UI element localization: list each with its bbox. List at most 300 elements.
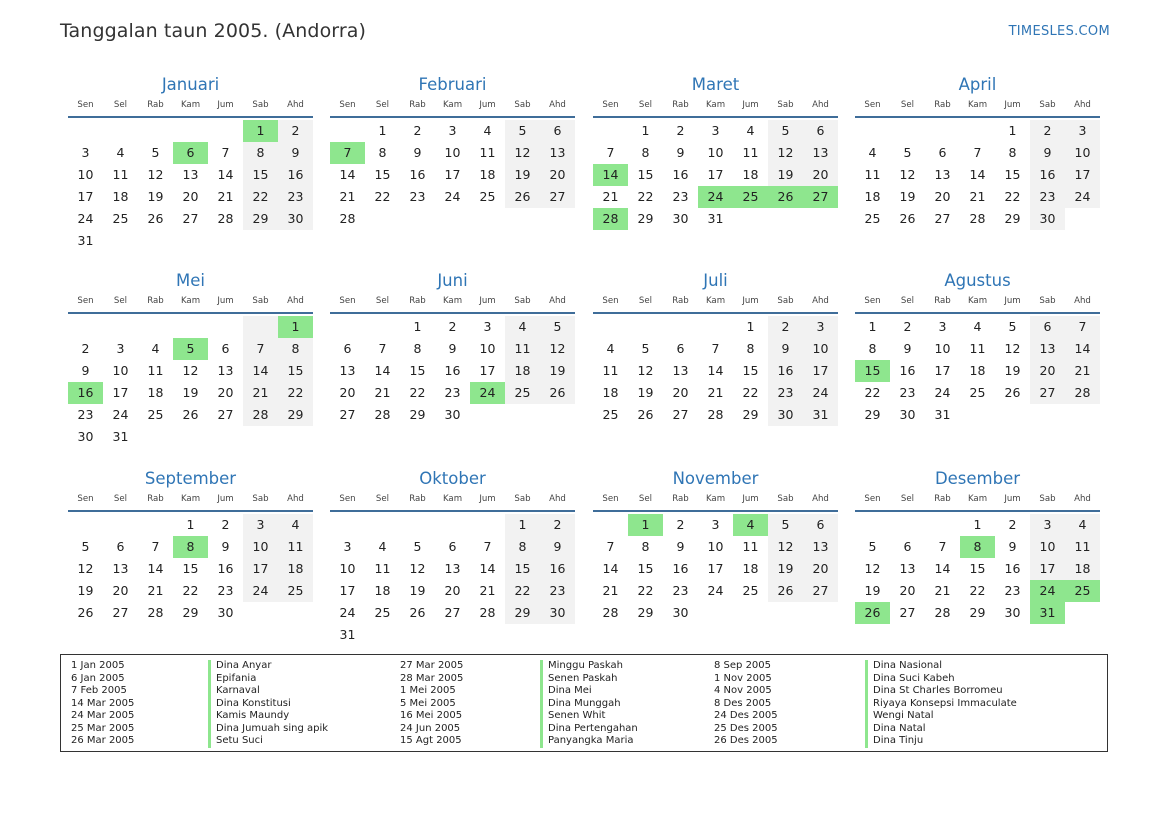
day-cell: 18 bbox=[1065, 558, 1100, 580]
day-cell: 25 bbox=[969, 385, 986, 400]
weekday-label: Kam bbox=[442, 100, 463, 110]
day-cell: 24 bbox=[707, 583, 724, 598]
holiday-entry: Senen Whit bbox=[548, 710, 606, 721]
empty-cell bbox=[68, 316, 103, 338]
month-maret bbox=[593, 75, 838, 230]
day-cell: 29 bbox=[637, 605, 654, 620]
day-cell: 30 bbox=[444, 407, 461, 422]
day-cell: 3 bbox=[938, 319, 947, 334]
day-cell: 20 bbox=[899, 583, 916, 598]
day-cell: 22 bbox=[278, 382, 313, 404]
month-title: Januari bbox=[161, 75, 220, 94]
day-grid bbox=[68, 512, 313, 624]
day-cell: 2 bbox=[540, 514, 575, 536]
empty-cell bbox=[995, 404, 1030, 426]
day-cell: 10 bbox=[1065, 142, 1100, 164]
day-cell: 20 bbox=[339, 385, 356, 400]
day-cell: 29 bbox=[637, 211, 654, 226]
day-cell: 7 bbox=[378, 341, 387, 356]
empty-cell bbox=[1065, 602, 1100, 624]
day-cell: 26 bbox=[505, 186, 540, 208]
day-cell: 20 bbox=[803, 164, 838, 186]
day-cell: 18 bbox=[112, 189, 129, 204]
day-cell: 5 bbox=[868, 539, 877, 554]
day-cell: 22 bbox=[969, 583, 986, 598]
day-cell: 19 bbox=[768, 558, 803, 580]
empty-cell bbox=[925, 120, 960, 142]
weekday-header bbox=[68, 491, 313, 512]
day-grid bbox=[68, 118, 313, 252]
holiday-entry: 1 Jan 2005 bbox=[71, 660, 125, 671]
holiday-entry: Wengi Natal bbox=[873, 710, 934, 721]
day-cell: 16 bbox=[768, 360, 803, 382]
day-cell: 13 bbox=[540, 142, 575, 164]
weekday-label: Sel bbox=[375, 494, 390, 504]
day-cell: 5 bbox=[81, 539, 90, 554]
month-title: September bbox=[144, 469, 237, 488]
day-cell: 2 bbox=[448, 319, 457, 334]
weekday-header bbox=[593, 491, 838, 512]
day-cell: 31 bbox=[112, 429, 129, 444]
day-cell: 25 bbox=[733, 186, 768, 208]
day-cell: 2 bbox=[676, 123, 685, 138]
weekday-header bbox=[330, 97, 575, 118]
day-cell: 19 bbox=[637, 385, 654, 400]
day-cell: 8 bbox=[746, 341, 755, 356]
empty-cell bbox=[768, 602, 803, 624]
holiday-entry: 15 Agt 2005 bbox=[400, 735, 462, 746]
day-cell: 4 bbox=[1065, 514, 1100, 536]
holiday-entry: Dina Tinju bbox=[873, 735, 924, 746]
day-cell: 12 bbox=[182, 363, 199, 378]
empty-cell bbox=[243, 602, 278, 624]
empty-cell bbox=[243, 316, 278, 338]
day-cell: 12 bbox=[768, 536, 803, 558]
day-cell: 18 bbox=[147, 385, 164, 400]
day-cell: 10 bbox=[479, 341, 496, 356]
holiday-entry: 27 Mar 2005 bbox=[400, 660, 464, 671]
day-cell: 12 bbox=[768, 142, 803, 164]
day-cell: 4 bbox=[505, 316, 540, 338]
day-cell: 13 bbox=[444, 561, 461, 576]
day-cell: 8 bbox=[1008, 145, 1017, 160]
day-cell: 22 bbox=[409, 385, 426, 400]
weekday-label: Sab bbox=[1039, 494, 1056, 504]
holiday-entry: 28 Mar 2005 bbox=[400, 672, 464, 684]
day-cell: 15 bbox=[182, 561, 199, 576]
day-cell: 8 bbox=[868, 341, 877, 356]
month-title: Februari bbox=[418, 75, 487, 94]
day-cell: 24 bbox=[1030, 580, 1065, 602]
empty-cell bbox=[540, 404, 575, 426]
weekday-label: Kam bbox=[967, 100, 988, 110]
day-cell: 4 bbox=[733, 514, 768, 536]
day-cell: 20 bbox=[112, 583, 129, 598]
day-cell: 29 bbox=[182, 605, 199, 620]
empty-cell bbox=[768, 208, 803, 230]
day-cell: 15 bbox=[278, 360, 313, 382]
day-cell: 18 bbox=[374, 583, 391, 598]
day-cell: 12 bbox=[77, 561, 94, 576]
holiday-entry: 24 Mar 2005 bbox=[71, 710, 135, 721]
holiday-entry: 14 Mar 2005 bbox=[71, 697, 135, 709]
empty-cell bbox=[470, 514, 505, 536]
weekday-label: Rab bbox=[409, 494, 426, 504]
month-title: Maret bbox=[691, 75, 740, 94]
day-cell: 9 bbox=[540, 536, 575, 558]
day-cell: 8 bbox=[413, 341, 422, 356]
weekday-label: Kam bbox=[180, 100, 201, 110]
day-cell: 19 bbox=[147, 189, 164, 204]
holiday-entry: 24 Des 2005 bbox=[714, 710, 778, 721]
weekday-label: Kam bbox=[967, 296, 988, 306]
weekday-label: Jum bbox=[479, 100, 496, 110]
weekday-header bbox=[855, 491, 1100, 512]
day-cell: 8 bbox=[378, 145, 387, 160]
day-cell: 16 bbox=[278, 164, 313, 186]
day-cell: 27 bbox=[444, 605, 461, 620]
weekday-label: Sel bbox=[113, 100, 128, 110]
day-cell: 25 bbox=[1065, 580, 1100, 602]
day-cell: 6 bbox=[221, 341, 230, 356]
day-cell: 1 bbox=[378, 123, 387, 138]
weekday-label: Sen bbox=[864, 494, 881, 504]
day-cell: 12 bbox=[637, 363, 654, 378]
day-cell: 21 bbox=[707, 385, 724, 400]
day-cell: 4 bbox=[973, 319, 982, 334]
day-cell: 28 bbox=[934, 605, 951, 620]
day-cell: 26 bbox=[768, 186, 803, 208]
day-cell: 17 bbox=[707, 561, 724, 576]
day-cell: 4 bbox=[483, 123, 492, 138]
day-cell: 1 bbox=[628, 514, 663, 536]
day-cell: 20 bbox=[803, 558, 838, 580]
day-cell: 1 bbox=[868, 319, 877, 334]
day-cell: 5 bbox=[1008, 319, 1017, 334]
weekday-label: Ahd bbox=[1074, 296, 1091, 306]
day-cell: 17 bbox=[479, 363, 496, 378]
day-cell: 23 bbox=[1030, 186, 1065, 208]
day-cell: 25 bbox=[112, 211, 129, 226]
holiday-entry: Dina Konstitusi bbox=[216, 697, 291, 709]
day-cell: 28 bbox=[969, 211, 986, 226]
weekday-label: Sel bbox=[113, 296, 128, 306]
holiday-names-col-1 bbox=[208, 660, 328, 748]
weekday-label: Sab bbox=[1039, 296, 1056, 306]
holiday-entry: 1 Nov 2005 bbox=[714, 672, 772, 684]
day-cell: 13 bbox=[217, 363, 234, 378]
day-cell: 30 bbox=[899, 407, 916, 422]
day-cell: 16 bbox=[672, 561, 689, 576]
site-link[interactable]: TIMESLES.COM bbox=[1008, 24, 1110, 39]
day-cell: 31 bbox=[803, 404, 838, 426]
empty-cell bbox=[505, 624, 540, 646]
day-cell: 4 bbox=[378, 539, 387, 554]
empty-cell bbox=[803, 208, 838, 230]
day-cell: 24 bbox=[803, 382, 838, 404]
day-cell: 26 bbox=[540, 382, 575, 404]
day-cell: 7 bbox=[151, 539, 160, 554]
day-cell: 31 bbox=[1030, 602, 1065, 624]
day-cell: 16 bbox=[899, 363, 916, 378]
empty-cell bbox=[960, 404, 995, 426]
day-cell: 18 bbox=[602, 385, 619, 400]
day-cell: 16 bbox=[1030, 164, 1065, 186]
day-cell: 28 bbox=[1065, 382, 1100, 404]
holiday-list bbox=[60, 654, 1108, 752]
weekday-label: Rab bbox=[672, 494, 689, 504]
empty-cell bbox=[733, 208, 768, 230]
day-cell: 3 bbox=[448, 123, 457, 138]
day-cell: 16 bbox=[672, 167, 689, 182]
day-cell: 5 bbox=[173, 338, 208, 360]
day-cell: 2 bbox=[903, 319, 912, 334]
day-cell: 13 bbox=[1030, 338, 1065, 360]
empty-cell bbox=[628, 316, 663, 338]
empty-cell bbox=[278, 230, 313, 252]
day-cell: 21 bbox=[934, 583, 951, 598]
empty-cell bbox=[208, 230, 243, 252]
day-cell: 27 bbox=[1030, 382, 1065, 404]
empty-cell bbox=[138, 120, 173, 142]
day-cell: 27 bbox=[217, 407, 234, 422]
weekday-label: Sen bbox=[339, 494, 356, 504]
day-cell: 11 bbox=[864, 167, 881, 182]
day-cell: 26 bbox=[855, 602, 890, 624]
weekday-label: Rab bbox=[672, 296, 689, 306]
day-cell: 4 bbox=[116, 145, 125, 160]
day-cell: 11 bbox=[278, 536, 313, 558]
day-cell: 23 bbox=[409, 189, 426, 204]
holiday-entry: Dina Suci Kabeh bbox=[873, 672, 955, 684]
day-cell: 30 bbox=[672, 605, 689, 620]
day-cell: 19 bbox=[540, 360, 575, 382]
weekday-label: Sen bbox=[602, 494, 619, 504]
day-cell: 6 bbox=[676, 341, 685, 356]
day-cell: 19 bbox=[409, 583, 426, 598]
holiday-entry: Epifania bbox=[216, 672, 257, 684]
day-cell: 9 bbox=[1030, 142, 1065, 164]
day-cell: 20 bbox=[1030, 360, 1065, 382]
weekday-label: Sen bbox=[77, 100, 94, 110]
day-cell: 5 bbox=[413, 539, 422, 554]
holiday-entry: 5 Mei 2005 bbox=[400, 697, 456, 709]
day-cell: 20 bbox=[672, 385, 689, 400]
day-cell: 6 bbox=[803, 120, 838, 142]
day-cell: 14 bbox=[147, 561, 164, 576]
day-cell: 22 bbox=[374, 189, 391, 204]
holiday-entry: Karnaval bbox=[216, 685, 260, 696]
day-cell: 24 bbox=[112, 407, 129, 422]
holiday-dates-col-1 bbox=[71, 660, 134, 748]
month-mei bbox=[68, 271, 313, 448]
day-cell: 10 bbox=[934, 341, 951, 356]
day-cell: 13 bbox=[339, 363, 356, 378]
day-cell: 11 bbox=[112, 167, 129, 182]
empty-cell bbox=[208, 120, 243, 142]
month-title: Agustus bbox=[944, 271, 1011, 290]
empty-cell bbox=[365, 316, 400, 338]
day-cell: 24 bbox=[470, 382, 505, 404]
day-cell: 28 bbox=[479, 605, 496, 620]
day-cell: 7 bbox=[711, 341, 720, 356]
day-cell: 10 bbox=[112, 363, 129, 378]
day-cell: 25 bbox=[742, 583, 759, 598]
day-cell: 3 bbox=[243, 514, 278, 536]
day-cell: 12 bbox=[540, 338, 575, 360]
weekday-label: Ahd bbox=[1074, 100, 1091, 110]
holiday-dates-col-2 bbox=[400, 660, 463, 748]
day-cell: 29 bbox=[243, 208, 278, 230]
empty-cell bbox=[1065, 208, 1100, 230]
day-cell: 5 bbox=[768, 514, 803, 536]
day-cell: 25 bbox=[505, 382, 540, 404]
day-grid bbox=[855, 118, 1100, 230]
empty-cell bbox=[138, 230, 173, 252]
day-cell: 31 bbox=[77, 233, 94, 248]
weekday-label: Jum bbox=[479, 296, 496, 306]
weekday-label: Sab bbox=[252, 100, 269, 110]
holiday-entry: Dina Munggah bbox=[548, 697, 621, 709]
day-cell: 20 bbox=[444, 583, 461, 598]
day-cell: 7 bbox=[330, 142, 365, 164]
day-cell: 1 bbox=[413, 319, 422, 334]
day-cell: 14 bbox=[243, 360, 278, 382]
weekday-label: Kam bbox=[705, 494, 726, 504]
day-cell: 21 bbox=[602, 583, 619, 598]
day-cell: 26 bbox=[637, 407, 654, 422]
day-cell: 20 bbox=[182, 189, 199, 204]
holiday-entry: 26 Mar 2005 bbox=[71, 735, 135, 746]
empty-cell bbox=[243, 230, 278, 252]
holiday-entry: Senen Paskah bbox=[548, 672, 618, 684]
day-cell: 23 bbox=[278, 186, 313, 208]
day-cell: 14 bbox=[969, 167, 986, 182]
weekday-label: Jum bbox=[1004, 494, 1021, 504]
empty-cell bbox=[803, 602, 838, 624]
day-cell: 14 bbox=[593, 164, 628, 186]
day-cell: 6 bbox=[448, 539, 457, 554]
empty-cell bbox=[855, 120, 890, 142]
empty-cell bbox=[103, 120, 138, 142]
empty-cell bbox=[1065, 404, 1100, 426]
day-cell: 23 bbox=[768, 382, 803, 404]
empty-cell bbox=[435, 624, 470, 646]
day-cell: 13 bbox=[934, 167, 951, 182]
day-cell: 27 bbox=[803, 580, 838, 602]
day-cell: 19 bbox=[182, 385, 199, 400]
day-cell: 7 bbox=[483, 539, 492, 554]
day-cell: 10 bbox=[243, 536, 278, 558]
day-grid bbox=[593, 118, 838, 230]
day-cell: 22 bbox=[505, 580, 540, 602]
day-cell: 1 bbox=[505, 514, 540, 536]
weekday-label: Kam bbox=[705, 296, 726, 306]
day-cell: 2 bbox=[278, 120, 313, 142]
day-cell: 1 bbox=[278, 316, 313, 338]
empty-cell bbox=[103, 514, 138, 536]
weekday-label: Jum bbox=[742, 494, 759, 504]
month-desember bbox=[855, 469, 1100, 624]
day-cell: 28 bbox=[217, 211, 234, 226]
day-cell: 26 bbox=[147, 211, 164, 226]
day-cell: 6 bbox=[116, 539, 125, 554]
month-oktober bbox=[330, 469, 575, 646]
empty-cell bbox=[400, 624, 435, 646]
day-cell: 14 bbox=[374, 363, 391, 378]
day-grid bbox=[855, 314, 1100, 426]
holiday-entry: Kamis Maundy bbox=[216, 710, 290, 721]
weekday-label: Sab bbox=[777, 494, 794, 504]
day-cell: 15 bbox=[243, 164, 278, 186]
empty-cell bbox=[435, 208, 470, 230]
day-cell: 3 bbox=[116, 341, 125, 356]
empty-cell bbox=[173, 230, 208, 252]
day-cell: 2 bbox=[81, 341, 90, 356]
day-cell: 14 bbox=[1065, 338, 1100, 360]
day-cell: 29 bbox=[409, 407, 426, 422]
weekday-header bbox=[593, 97, 838, 118]
day-cell: 21 bbox=[374, 385, 391, 400]
day-cell: 19 bbox=[1004, 363, 1021, 378]
day-cell: 20 bbox=[540, 164, 575, 186]
day-cell: 3 bbox=[81, 145, 90, 160]
day-cell: 17 bbox=[803, 360, 838, 382]
day-cell: 30 bbox=[768, 404, 803, 426]
day-cell: 6 bbox=[173, 142, 208, 164]
weekday-label: Sel bbox=[375, 100, 390, 110]
day-cell: 15 bbox=[855, 360, 890, 382]
day-cell: 6 bbox=[343, 341, 352, 356]
day-cell: 13 bbox=[803, 142, 838, 164]
day-cell: 4 bbox=[151, 341, 160, 356]
day-cell: 24 bbox=[77, 211, 94, 226]
day-cell: 19 bbox=[768, 164, 803, 186]
day-cell: 2 bbox=[413, 123, 422, 138]
day-cell: 22 bbox=[243, 186, 278, 208]
weekday-label: Rab bbox=[147, 100, 164, 110]
weekday-label: Ahd bbox=[549, 296, 566, 306]
day-cell: 18 bbox=[969, 363, 986, 378]
empty-cell bbox=[330, 316, 365, 338]
day-cell: 27 bbox=[540, 186, 575, 208]
empty-cell bbox=[103, 230, 138, 252]
day-cell: 8 bbox=[641, 145, 650, 160]
day-cell: 21 bbox=[243, 382, 278, 404]
empty-cell bbox=[470, 404, 505, 426]
weekday-label: Sen bbox=[602, 100, 619, 110]
day-cell: 9 bbox=[903, 341, 912, 356]
day-cell: 11 bbox=[374, 561, 391, 576]
day-cell: 25 bbox=[602, 407, 619, 422]
weekday-label: Ahd bbox=[287, 296, 304, 306]
day-cell: 4 bbox=[278, 514, 313, 536]
day-cell: 15 bbox=[409, 363, 426, 378]
month-title: April bbox=[958, 75, 997, 94]
day-cell: 29 bbox=[864, 407, 881, 422]
day-cell: 28 bbox=[593, 208, 628, 230]
day-cell: 18 bbox=[479, 167, 496, 182]
day-cell: 12 bbox=[1004, 341, 1021, 356]
month-title: November bbox=[672, 469, 759, 488]
weekday-label: Sel bbox=[375, 296, 390, 306]
day-cell: 9 bbox=[1008, 539, 1017, 554]
holiday-entry: 6 Jan 2005 bbox=[71, 672, 125, 684]
empty-cell bbox=[138, 514, 173, 536]
holiday-entry: Dina Pertengahan bbox=[548, 722, 638, 734]
weekday-header bbox=[330, 293, 575, 314]
empty-cell bbox=[698, 602, 733, 624]
